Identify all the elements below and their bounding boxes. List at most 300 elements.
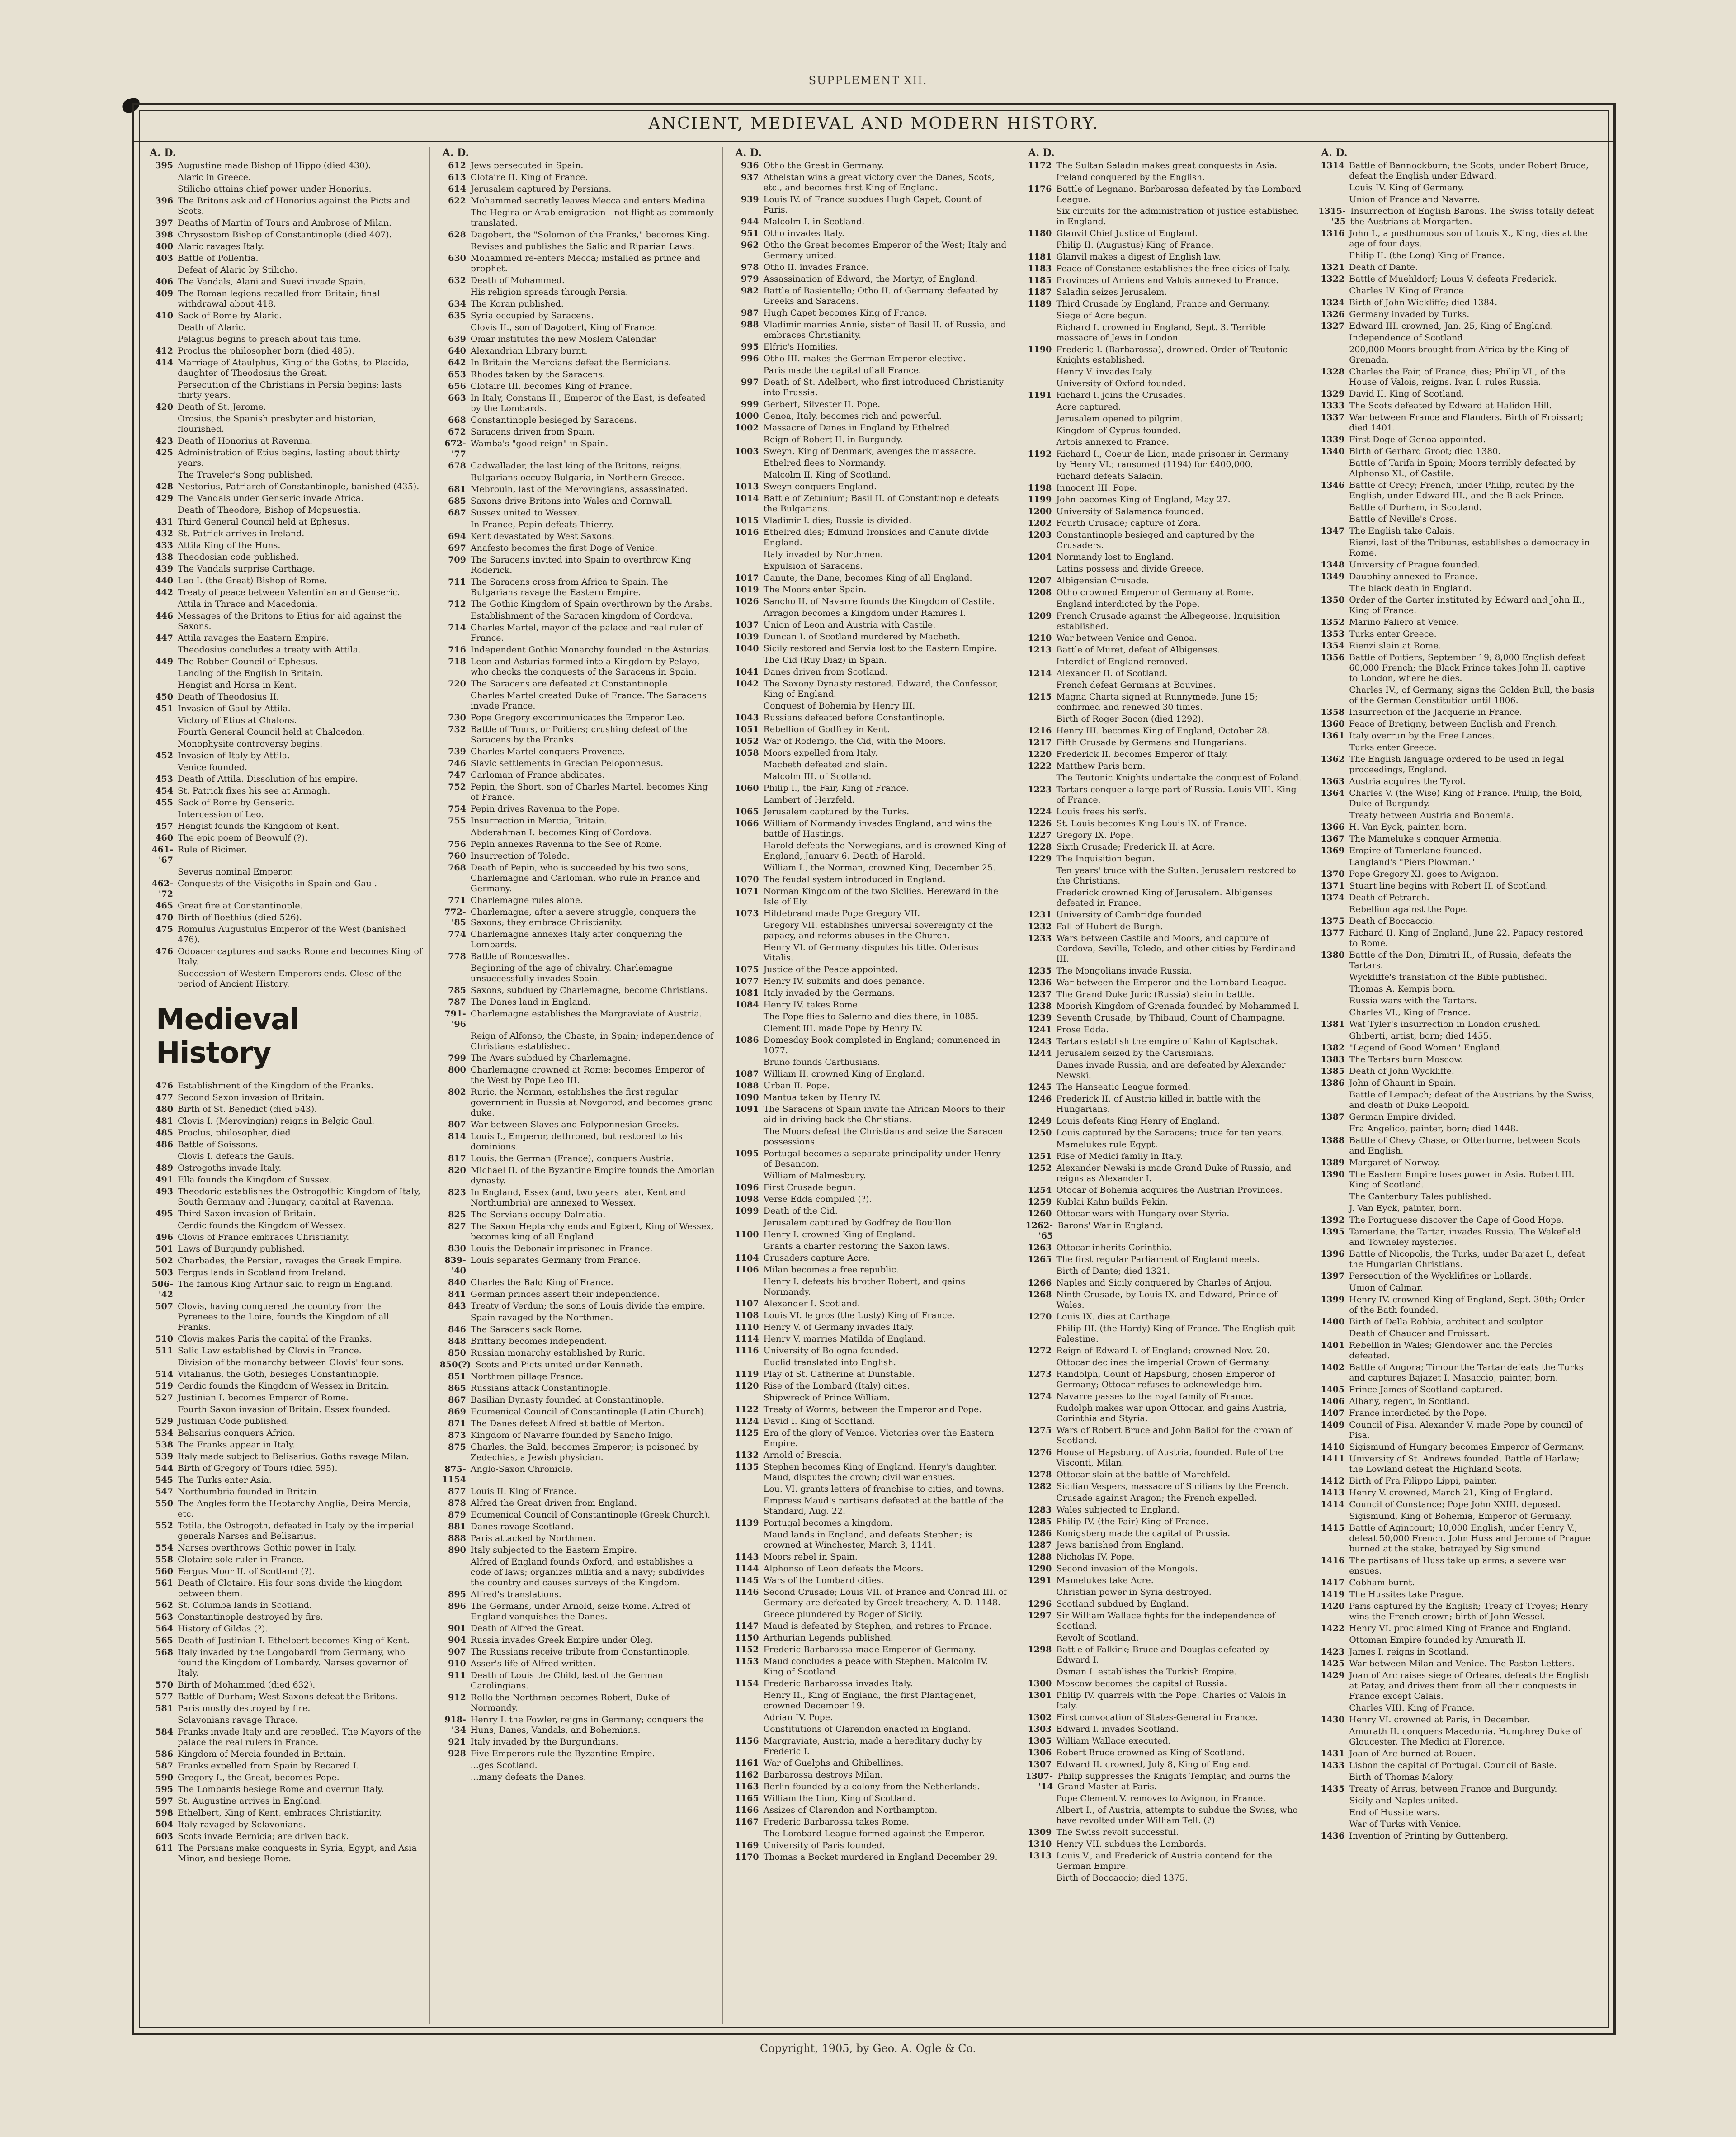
entry-text: The Avars subdued by Charlemagne. — [470, 1053, 631, 1063]
entry-year: 1296 — [1028, 1599, 1052, 1609]
timeline-entry — [733, 1724, 1009, 1735]
timeline-entry — [147, 1843, 423, 1864]
timeline-entry — [1318, 514, 1594, 525]
timeline-entry — [147, 1808, 423, 1818]
column-5 — [1318, 147, 1601, 2024]
timeline-entry — [1025, 633, 1302, 643]
entry-year — [733, 1171, 764, 1181]
timeline-entry — [147, 402, 423, 412]
entry-text: Nestorius, Patriarch of Constantinople, banished (435). — [178, 482, 420, 492]
entry-year: 1401 — [1321, 1340, 1345, 1350]
entry-year: 584 — [155, 1727, 173, 1737]
entry-text: Death of Theodosius II. — [178, 692, 279, 702]
entry-year: 511 — [155, 1346, 173, 1356]
entry-text: The Hanseatic League formed. — [1056, 1082, 1191, 1092]
entry-year: 1310 — [1028, 1839, 1052, 1849]
entry-text: Arragon becomes a Kingdom under Ramires I. — [763, 608, 966, 618]
entry-year: 1326 — [1321, 309, 1345, 319]
timeline-entry — [1025, 1025, 1302, 1035]
entry-year — [1025, 172, 1056, 183]
entry-text: Mebrouin, last of the Merovingians, assassinated. — [470, 484, 688, 494]
entry-year: 1231 — [1028, 910, 1052, 920]
timeline-entry — [147, 1187, 423, 1207]
entry-text: Rienzi, last of the Tribunes, establishes a democracy in Rome. — [1349, 538, 1590, 558]
entry-text: Invasion of Italy by Attila. — [178, 751, 290, 761]
entry-year: 918-'34 — [444, 1715, 466, 1735]
timeline-entry — [147, 1128, 423, 1138]
entry-text: Henry III. becomes King of England, October 28. — [1056, 726, 1270, 736]
entry-text: Louis defeats King Henry of England. — [1056, 1116, 1220, 1126]
entry-year — [1318, 1031, 1349, 1041]
entry-year: 1096 — [735, 1182, 759, 1192]
entry-year — [733, 1829, 764, 1839]
entry-text: The famous King Arthur said to reign in England. — [178, 1279, 393, 1289]
timeline-entry — [147, 1543, 423, 1553]
entry-text: Stilicho attains chief power under Honorius. — [178, 184, 372, 194]
entry-year: 1328 — [1321, 367, 1345, 377]
entry-year: 489 — [155, 1163, 173, 1173]
entry-year: 1381 — [1321, 1019, 1345, 1029]
entry-year: 1040 — [735, 643, 759, 653]
timeline-entry — [733, 320, 1009, 340]
timeline-entry — [1318, 1124, 1594, 1134]
entry-text: Joan of Arc burned at Rouen. — [1349, 1749, 1476, 1759]
timeline-entry — [440, 1442, 716, 1463]
entry-year: 1375 — [1321, 916, 1345, 926]
entry-year: 890 — [448, 1545, 466, 1555]
entry-text: The Cid (Ruy Diaz) in Spain. — [763, 655, 887, 665]
entry-year: 398 — [155, 230, 173, 240]
timeline-entry — [440, 555, 716, 576]
timeline-entry — [733, 573, 1009, 583]
timeline-entry — [1318, 928, 1594, 949]
entry-year — [733, 1277, 764, 1297]
entry-year — [1025, 426, 1056, 436]
entry-year: 1420 — [1321, 1601, 1345, 1611]
entry-text: Charlemagne crowned at Rome; becomes Emperor of the West by Pope Leo III. — [470, 1065, 704, 1085]
entry-text: Second Crusade; Louis VII. of France and Conrad III. of Germany are defeated by Greek treachery, A. D. 1148. — [763, 1587, 1007, 1607]
section-title-medieval: Medieval History — [156, 1003, 300, 1070]
entry-text: Death of St. Jerome. — [178, 402, 266, 412]
timeline-entry — [147, 1612, 423, 1622]
timeline-entry — [147, 482, 423, 492]
entry-text: Maud lands in England, and defeats Stephen; is crowned at Winchester, March 3, 1141. — [763, 1530, 972, 1550]
timeline-entry — [1318, 1158, 1594, 1168]
timeline-entry — [1318, 1396, 1594, 1407]
timeline-entry — [147, 798, 423, 808]
timeline-entry — [1025, 692, 1302, 713]
entry-year: 718 — [448, 657, 466, 667]
entry-year: 1119 — [735, 1369, 759, 1379]
entry-text: Richard defeats Saladin. — [1056, 471, 1163, 481]
entry-year — [733, 608, 764, 619]
timeline-entry — [147, 1220, 423, 1231]
timeline-entry — [1318, 1385, 1594, 1395]
entry-text: French Crusade against the Albegeoise. Inquisition established. — [1056, 611, 1280, 631]
entry-text: Fourth Saxon invasion of Britain. Essex founded. — [178, 1404, 391, 1414]
timeline-entry — [1025, 252, 1302, 262]
entry-text: David I. King of Scotland. — [763, 1416, 875, 1426]
entry-year: 563 — [155, 1612, 173, 1622]
entry-text: Fifth Crusade by Germans and Hungarians. — [1056, 738, 1247, 747]
timeline-entry — [440, 929, 716, 950]
entry-text: Venice founded. — [178, 762, 248, 772]
entry-text: William Wallace executed. — [1056, 1736, 1171, 1746]
timeline-entry — [1025, 471, 1302, 482]
entry-year: 1122 — [735, 1404, 759, 1414]
entry-text: Navarre passes to the royal family of France. — [1056, 1391, 1254, 1401]
entry-text: Death of Chaucer and Froissart. — [1349, 1329, 1490, 1338]
entry-text: Scots and Picts united under Kenneth. — [475, 1360, 643, 1370]
entry-text: Narses overthrows Gothic power in Italy. — [178, 1543, 357, 1553]
timeline-entry — [440, 1243, 716, 1254]
entry-year: 1163 — [735, 1782, 759, 1792]
entry-year: 685 — [448, 496, 466, 506]
entry-year: 429 — [155, 493, 173, 503]
entry-text: Acre captured. — [1056, 402, 1121, 412]
timeline-entry — [1318, 1408, 1594, 1418]
timeline-entry — [1318, 1749, 1594, 1759]
timeline-entry — [733, 1518, 1009, 1528]
timeline-entry — [1025, 1128, 1302, 1138]
entry-text: Ethelred flees to Normandy. — [763, 458, 886, 468]
entry-text: Lambert of Herzfeld. — [763, 795, 855, 805]
entry-year: 1252 — [1028, 1163, 1052, 1173]
entry-text: Treaty of Verdun; the sons of Louis divide the empire. — [470, 1301, 705, 1311]
entry-text: Second Saxon invasion of Britain. — [178, 1092, 325, 1102]
entry-text: Normandy lost to England. — [1056, 552, 1174, 562]
entry-year: 1166 — [735, 1805, 759, 1815]
timeline-entry — [1025, 228, 1302, 239]
timeline-entry — [147, 1600, 423, 1611]
entry-year: 558 — [155, 1555, 173, 1565]
entry-year: 755 — [448, 816, 466, 826]
entry-text: University of Cambridge founded. — [1056, 910, 1204, 920]
entry-text: Jerusalem captured by the Turks. — [763, 807, 910, 817]
entry-year: 400 — [155, 241, 173, 251]
timeline-entry — [1318, 641, 1594, 651]
timeline-entry — [147, 1451, 423, 1462]
timeline-entry — [1318, 183, 1594, 193]
timeline-entry — [1025, 1564, 1302, 1574]
entry-year: 1349 — [1321, 572, 1345, 582]
entry-year: 1204 — [1028, 552, 1052, 562]
entry-year: 486 — [155, 1139, 173, 1149]
entry-text: Empress Maud's partisans defeated at the battle of the Standard, Aug. 22. — [763, 1496, 1004, 1516]
timeline-entry — [147, 867, 423, 877]
timeline-entry — [733, 1404, 1009, 1415]
entry-text: Invasion of Gaul by Attila. — [178, 704, 291, 714]
timeline-entry — [1025, 206, 1302, 227]
entry-text: Clovis, having conquered the country from the Pyrenees to the Loire, founds the Kingdom of all Franks. — [178, 1301, 389, 1332]
entry-text: Invention of Printing by Guttenberg. — [1349, 1831, 1509, 1841]
timeline-entry — [147, 334, 423, 345]
timeline-entry — [440, 804, 716, 814]
entry-year — [147, 184, 178, 194]
entry-text: Philip IV. (the Fair) King of France. — [1056, 1517, 1209, 1527]
entry-text: Italy overrun by the Free Lances. — [1349, 731, 1495, 741]
entry-text: Otho the Great in Germany. — [763, 161, 884, 170]
entry-year: 802 — [448, 1087, 466, 1097]
timeline-entry — [733, 1194, 1009, 1205]
entry-text: Henry IV. submits and does penance. — [763, 976, 925, 986]
timeline-entry — [1318, 333, 1594, 343]
entry-year: 1397 — [1321, 1271, 1345, 1281]
timeline-entry — [440, 508, 716, 518]
timeline-entry — [440, 358, 716, 368]
timeline-entry — [440, 393, 716, 414]
entry-text: Slavic settlements in Grecian Peloponnesus. — [470, 758, 664, 768]
entry-text: Richard I. crowned in England, Sept. 3. Terrible massacre of Jews in London. — [1056, 322, 1266, 343]
timeline-entry — [1025, 761, 1302, 771]
timeline-entry — [440, 1360, 716, 1370]
timeline-entry — [1025, 785, 1302, 805]
entry-text: The partisans of Huss take up arms; a severe war ensues. — [1349, 1555, 1566, 1576]
entry-text: Justinian I. becomes Emperor of Rome. — [178, 1393, 349, 1403]
entry-year: 1087 — [735, 1069, 759, 1079]
timeline-entry — [733, 1805, 1009, 1816]
entry-year: 481 — [155, 1116, 173, 1126]
entry-year — [733, 1484, 764, 1494]
entry-year: 1239 — [1028, 1013, 1052, 1023]
entry-text: Jews persecuted in Spain. — [470, 161, 584, 170]
timeline-entry — [733, 527, 1009, 548]
entry-text: Urban II. Pope. — [763, 1081, 830, 1091]
entry-text: Birth of Roger Bacon (died 1292). — [1056, 714, 1204, 724]
entry-text: Union of France and Navarre. — [1349, 194, 1480, 204]
timeline-entry — [147, 611, 423, 632]
timeline-entry — [147, 1209, 423, 1219]
timeline-entry — [147, 1175, 423, 1185]
timeline-entry — [1025, 1116, 1302, 1126]
entry-text: Fergus Moor II. of Scotland (?). — [178, 1566, 315, 1576]
timeline-entry — [440, 782, 716, 803]
timeline-entry — [1025, 311, 1302, 321]
entry-year: 951 — [741, 228, 759, 238]
entry-year — [147, 172, 178, 183]
entry-text: Vitalianus, the Goth, besieges Constantinople. — [178, 1369, 379, 1379]
entry-year — [733, 435, 764, 445]
entry-year — [147, 668, 178, 679]
timeline-entry — [733, 1218, 1009, 1228]
entry-text: Louis V., and Frederick of Austria contend for the German Empire. — [1056, 1851, 1272, 1871]
entry-text: German Empire divided. — [1349, 1112, 1456, 1122]
entry-text: Constantinople besieged by Saracens. — [470, 415, 637, 425]
entry-year: 1291 — [1028, 1575, 1052, 1585]
timeline-entry — [1025, 1082, 1302, 1092]
timeline-entry — [147, 969, 423, 989]
entry-text: Prince James of Scotland captured. — [1349, 1385, 1503, 1395]
entry-text: Thomas A. Kempis born. — [1349, 984, 1456, 994]
entry-text: St. Louis becomes King Louis IX. of France. — [1056, 818, 1247, 828]
timeline-entry — [733, 818, 1009, 839]
timeline-entry — [733, 1023, 1009, 1034]
entry-text: Ottocar wars with Hungary over Styria. — [1056, 1209, 1230, 1219]
entry-year: 1016 — [735, 527, 759, 537]
entry-year: 1241 — [1028, 1025, 1052, 1035]
entry-text: Margraviate, Austria, made a hereditary duchy by Frederic I. — [763, 1736, 982, 1756]
entry-text: Insurrection of the Jacquerie in France. — [1349, 707, 1522, 717]
timeline-entry — [147, 311, 423, 321]
timeline-entry — [440, 1601, 716, 1622]
timeline-entry — [1025, 426, 1302, 436]
entry-year: 1329 — [1321, 389, 1345, 399]
entry-text: Wars between Castile and Moors, and capture of Cordova, Seville, Toledo, and other cities by Ferdinand III. — [1056, 933, 1296, 964]
entry-text: Wars of the Lombard cities. — [763, 1575, 884, 1585]
entry-year: 1250 — [1028, 1128, 1052, 1138]
entry-year: 1377 — [1321, 928, 1345, 938]
entry-text: Justice of the Peace appointed. — [763, 964, 898, 974]
timeline-entry — [1318, 916, 1594, 927]
entry-year — [1318, 810, 1349, 821]
entry-text: Massacre of Danes in England by Ethelred. — [763, 423, 953, 433]
entry-year: 451 — [155, 704, 173, 714]
entry-text: Clotaire sole ruler in France. — [178, 1555, 304, 1565]
entry-text: Rienzi slain at Rome. — [1349, 641, 1441, 651]
timeline-entry — [440, 1670, 716, 1691]
entry-text: Clotaire III. becomes King of France. — [470, 381, 632, 391]
entry-year: 1190 — [1028, 345, 1052, 355]
entry-text: The Saracens cross from Africa to Spain. The Bulgarians ravage the Eastern Empire. — [470, 577, 668, 597]
timeline-entry — [1318, 1726, 1594, 1747]
entry-text: Athelstan wins a great victory over the Danes, Scots, etc., and becomes first King of England. — [763, 172, 995, 193]
entry-year: 632 — [448, 275, 466, 285]
entry-text: Clovis I. (Merovingian) reigns in Belgic Gaul. — [178, 1116, 375, 1126]
entry-year: 896 — [448, 1601, 466, 1611]
entry-text: Treaty of Arras, between France and Burgundy. — [1349, 1784, 1557, 1794]
entry-text: Henry VI. crowned at Paris, in December. — [1349, 1715, 1530, 1725]
timeline-entry — [733, 1241, 1009, 1252]
timeline-entry — [147, 1499, 423, 1519]
entry-text: Sussex united to Wessex. — [470, 508, 580, 518]
timeline-entry — [147, 1773, 423, 1783]
timeline-entry — [1025, 830, 1302, 841]
timeline-entry — [440, 1557, 716, 1588]
timeline-entry — [147, 322, 423, 333]
timeline-entry — [1025, 184, 1302, 205]
entry-text: Dauphiny annexed to France. — [1349, 572, 1478, 582]
entry-text: Tamerlane, the Tartar, invades Russia. The Wakefield and Towneley mysteries. — [1349, 1227, 1581, 1247]
timeline-entry — [440, 577, 716, 598]
entry-year — [733, 1530, 764, 1551]
entry-text: Otho III. makes the German Emperor elective. — [763, 354, 966, 364]
entry-text: Cerdic founds the Kingdom of Wessex in Britain. — [178, 1381, 390, 1391]
entry-text: Cerdic founds the Kingdom of Wessex. — [178, 1220, 346, 1230]
entry-text: Frederic Barbarossa takes Rome. — [763, 1817, 910, 1827]
entry-text: End of Hussite wars. — [1349, 1807, 1440, 1817]
timeline-entry — [147, 380, 423, 401]
timeline-entry — [147, 704, 423, 714]
timeline-entry — [1025, 1324, 1302, 1344]
timeline-entry — [733, 1416, 1009, 1427]
entry-text: Battle of Neville's Cross. — [1349, 514, 1457, 524]
timeline-entry — [440, 1635, 716, 1645]
entry-text: Sir William Wallace fights for the independence of Scotland. — [1056, 1611, 1275, 1631]
timeline-entry — [440, 1154, 716, 1164]
entry-text: Clovis I. defeats the Gauls. — [178, 1151, 295, 1161]
timeline-entry — [1025, 1163, 1302, 1184]
timeline-entry — [440, 1715, 716, 1735]
entry-year — [1318, 583, 1349, 594]
entry-text: In Italy, Constans II., Emperor of the East, is defeated by the Lombards. — [470, 393, 706, 413]
entry-text: Malcolm II. King of Scotland. — [763, 470, 891, 480]
entry-text: Deaths of Martin of Tours and Ambrose of Milan. — [178, 218, 392, 228]
entry-year: 1216 — [1028, 726, 1052, 736]
timeline-entry — [440, 997, 716, 1007]
entry-text: Henry IV. crowned King of England, Sept. 30th; Order of the Bath founded. — [1349, 1295, 1585, 1315]
entry-text: Attila King of the Huns. — [178, 540, 281, 550]
entry-year: 1361 — [1321, 731, 1345, 741]
entry-year: 681 — [448, 484, 466, 494]
timeline-entry — [147, 1703, 423, 1714]
timeline-entry — [1025, 1209, 1302, 1219]
timeline-entry — [1318, 1329, 1594, 1339]
entry-year — [1025, 599, 1056, 610]
entry-text: Ethelred dies; Edmund Ironsides and Canute divide England. — [763, 527, 989, 548]
entry-year — [733, 1712, 764, 1723]
entry-year — [733, 458, 764, 468]
entry-text: Battle of Falkirk; Bruce and Douglas defeated by Edward I. — [1056, 1645, 1269, 1665]
timeline-entry — [1025, 910, 1302, 920]
entry-year: 432 — [155, 529, 173, 539]
timeline-entry — [1318, 161, 1594, 181]
entry-year: 1199 — [1028, 495, 1052, 505]
entry-text: Saladin seizes Jerusalem. — [1056, 287, 1167, 297]
entry-text: Moors rebel in Spain. — [763, 1552, 858, 1562]
entry-year: 875-1154 — [442, 1464, 466, 1485]
timeline-entry — [1025, 1667, 1302, 1677]
entry-year: 1414 — [1321, 1499, 1345, 1509]
entry-text: Wales subjected to England. — [1056, 1505, 1179, 1515]
entry-text: Langland's "Piers Plowman." — [1349, 857, 1475, 867]
entry-text: Ottocar slain at the battle of Marchfeld. — [1056, 1470, 1231, 1480]
entry-text: Mantua taken by Henry IV. — [763, 1092, 881, 1102]
entry-text: Portugal becomes a kingdom. — [763, 1518, 893, 1528]
timeline-entry — [1318, 262, 1594, 273]
entry-text: Battle of Crecy; French, under Philip, routed by the English, under Edward III., and the Black Prince. — [1349, 480, 1575, 501]
timeline-entry — [1025, 1771, 1302, 1792]
entry-year: 1153 — [735, 1656, 759, 1666]
entry-text: Second invasion of the Mongols. — [1056, 1564, 1198, 1574]
entry-text: Revolt of Scotland. — [1056, 1633, 1139, 1643]
entry-year: 1124 — [735, 1416, 759, 1426]
entry-text: Edward I. invades Scotland. — [1056, 1724, 1179, 1734]
entry-year — [440, 1760, 471, 1771]
entry-year — [1025, 414, 1056, 424]
entry-text: Messages of the Britons to Etius for aid against the Saxons. — [178, 611, 402, 631]
timeline-entry — [733, 470, 1009, 480]
timeline-entry — [1025, 1403, 1302, 1424]
entry-year: 840 — [448, 1277, 466, 1287]
entry-text: Constantinople destroyed by fire. — [178, 1612, 323, 1622]
entry-year: 921 — [448, 1737, 466, 1747]
timeline-entry — [147, 587, 423, 598]
entry-year: 568 — [155, 1647, 173, 1657]
entry-text: Turks enter Greece. — [1349, 742, 1437, 752]
timeline-entry — [1025, 564, 1302, 574]
column-2 — [440, 147, 723, 2024]
entry-text: The Saxon Heptarchy ends and Egbert, King of Wessex, becomes king of all England. — [470, 1221, 714, 1242]
entry-year — [1318, 333, 1349, 343]
timeline-entry — [147, 1139, 423, 1150]
entry-year: 1322 — [1321, 274, 1345, 284]
timeline-entry — [1025, 1805, 1302, 1826]
entry-text: France interdicted by the Pope. — [1349, 1408, 1487, 1418]
entry-text: Ostrogoths invade Italy. — [178, 1163, 282, 1173]
entry-year — [733, 771, 764, 782]
timeline-entry — [733, 377, 1009, 398]
entry-text: The Saracens sack Rome. — [470, 1324, 582, 1334]
